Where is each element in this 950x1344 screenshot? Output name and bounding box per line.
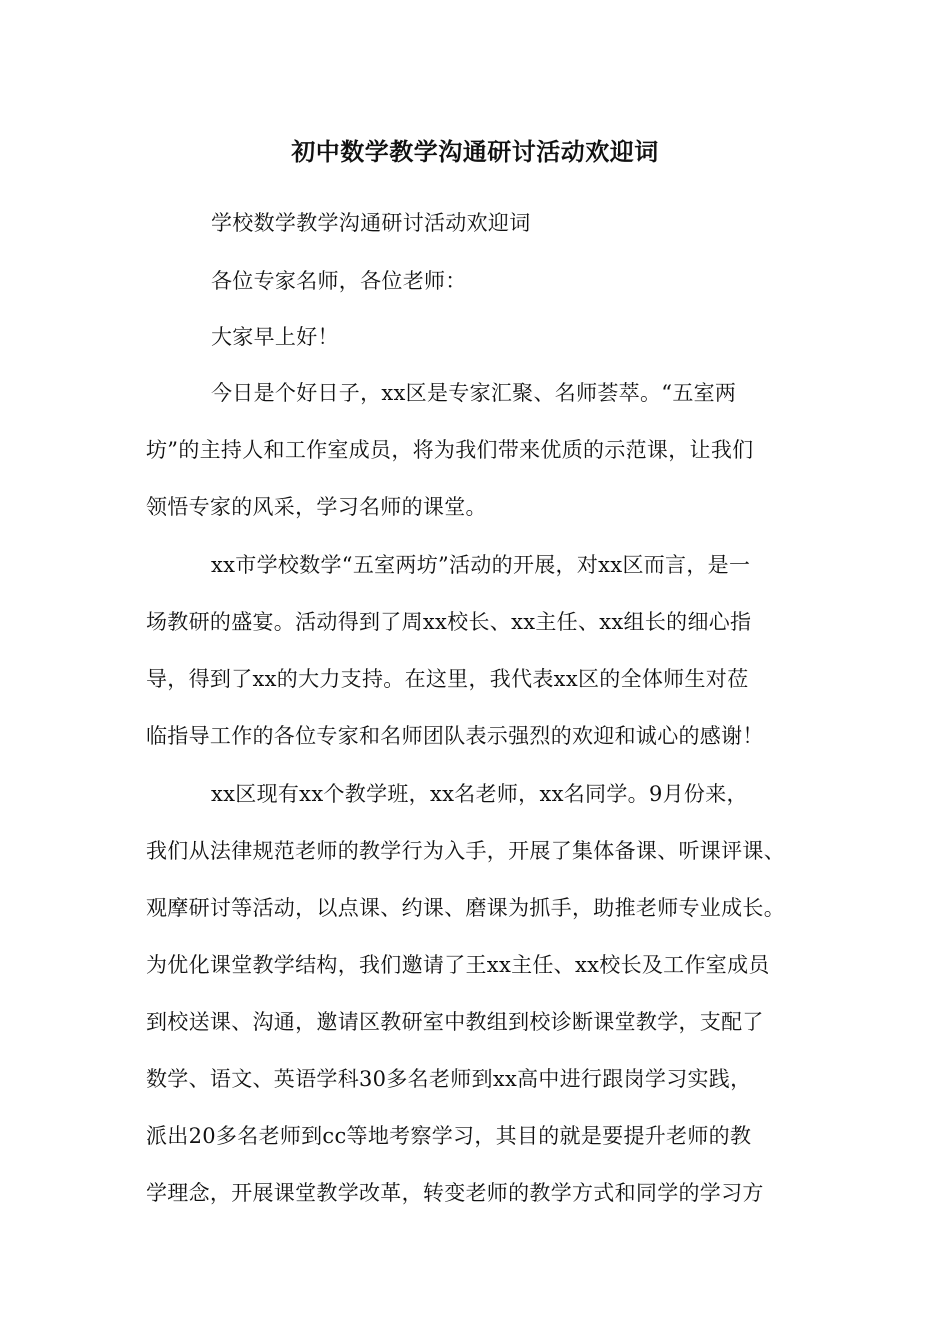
body-line: 到校送课、沟通，邀请区教研室中教组到校诊断课堂教学，支配了 (146, 1010, 764, 1034)
body-line: 临指导工作的各位专家和名师团队表示强烈的欢迎和诚心的感谢！ (146, 724, 764, 748)
body-line: 场教研的盛宴。活动得到了周xx校长、xx主任、xx组长的细心指 (146, 610, 752, 634)
body-line: xx区现有xx个教学班，xx名老师，xx名同学。9月份来， (211, 782, 748, 806)
body-line: 领悟专家的风采，学习名师的课堂。 (146, 495, 487, 519)
body-line: 学校数学教学沟通研讨活动欢迎词 (211, 211, 531, 235)
body-line: 今日是个好日子，xx区是专家汇聚、名师荟萃。“五室两 (211, 381, 737, 405)
body-line: 学理念，开展课堂教学改革，转变老师的教学方式和同学的学习方 (146, 1181, 764, 1205)
body-line: 坊”的主持人和工作室成员，将为我们带来优质的示范课，让我们 (146, 438, 754, 462)
body-line: 导，得到了xx的大力支持。在这里，我代表xx区的全体师生对莅 (146, 667, 749, 691)
body-line: 为优化课堂教学结构，我们邀请了王xx主任、xx校长及工作室成员 (146, 953, 770, 977)
body-line: 各位专家名师，各位老师： (211, 269, 467, 293)
body-line: 观摩研讨等活动，以点课、约课、磨课为抓手，助推老师专业成长。 (146, 896, 785, 920)
body-line: 我们从法律规范老师的教学行为入手，开展了集体备课、听课评课、 (146, 839, 785, 863)
document-title: 初中数学教学沟通研讨活动欢迎词 (291, 137, 659, 166)
body-line: 数学、语文、英语学科30多名老师到xx高中进行跟岗学习实践， (146, 1067, 752, 1091)
body-line: xx市学校数学“五室两坊”活动的开展，对xx区而言，是一 (211, 553, 751, 577)
body-line: 派出20多名老师到cc等地考察学习，其目的就是要提升老师的教 (146, 1124, 752, 1148)
body-line: 大家早上好！ (211, 325, 339, 349)
